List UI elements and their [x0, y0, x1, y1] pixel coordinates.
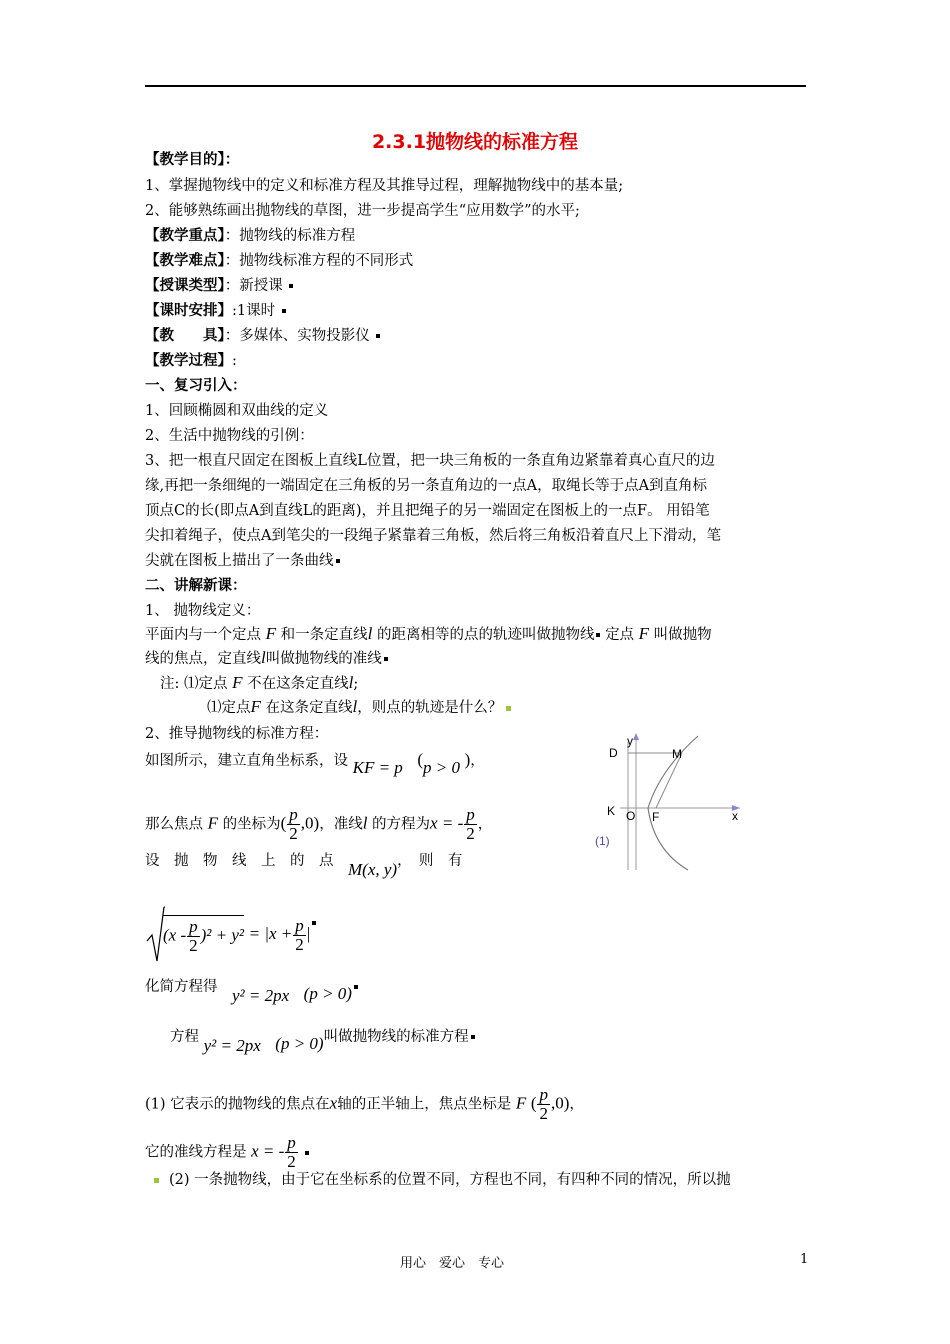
def-line-2: 线的焦点，定直线l叫做抛物线的准线 [145, 648, 388, 669]
sqrt-sign [145, 905, 165, 965]
footer-motto: 用心 爱心 专心 [400, 1256, 505, 1271]
directrix-line: 它的准线方程是 x = - $\frac{p}{2}$ [145, 1134, 309, 1171]
review-3c: 顶点C的长(即点A到直线L的距离)，并且把绳子的另一端固定在图板上的一点F。 用铅笔 [145, 503, 710, 519]
fig-label-x: x [732, 809, 738, 823]
def-heading: 1、 抛物线定义： [145, 603, 261, 619]
derive-line-3: 设 抛 物 线 上 的 点 M(x, y)， 则 有 [145, 853, 463, 879]
parabola-figure [590, 730, 760, 880]
conclusion-2: (2) 一条抛物线，由于它在坐标系的位置不同，方程也不同，有四种不同的情况，所以抛 [150, 1170, 731, 1190]
key-point: 【教学重点】：抛物线的标准方程 [145, 227, 356, 244]
header-rule [145, 85, 806, 87]
section-2: 二、讲解新课： [145, 577, 247, 594]
tools: 【教 具】：多媒体、实物投影仪 [145, 326, 380, 346]
note-1: 注: ⑴定点 F 不在这条定直线l; [160, 673, 359, 692]
review-3d: 尖扣着绳子，使点A到笔尖的一段绳子紧靠着三角板，然后将三角板沿着直尺上下滑动，笔 [145, 528, 721, 544]
fig-label-m: M [672, 747, 682, 761]
goal-1: 1、掌握抛物线中的定义和标准方程及其推导过程，理解抛物线中的基本量; [145, 178, 624, 194]
derive-line-2: 那么焦点 F 的坐标为( $\frac{p}{2}$ ,0)，准线l 的方程为x = - $\frac{p}{2}$ ， [145, 805, 493, 843]
standard-equation-line: 方程 y² = 2px (p > 0)叫做抛物线的标准方程 [170, 1026, 475, 1047]
review-2: 2、生活中抛物线的引例： [145, 428, 314, 444]
derive-line-1: 如图所示，建立直角坐标系，设 KF = p (p > 0 )， [145, 750, 485, 777]
conclusion-1: (1) 它表示的抛物线的焦点在x轴的正半轴上，焦点坐标是 F ( $\frac{p}{2}$ ,0)， [145, 1085, 584, 1123]
review-1: 1、回顾椭圆和双曲线的定义 [145, 403, 329, 419]
section-1: 一、复习引入： [145, 377, 247, 394]
fig-label-f: F [652, 810, 660, 824]
goal-2: 2、能够熟练画出抛物线的草图，进一步提高学生“应用数学”的水平; [145, 203, 580, 219]
def-line-1: 平面内与一个定点 F 和一条定直线l 的距离相等的点的轨迹叫做抛物线 定点 F 叫做抛物 [145, 624, 712, 643]
fig-label-d: D [609, 746, 618, 760]
fig-label-o: O [626, 809, 636, 823]
fig-caption: (1) [595, 834, 610, 848]
derive-heading: 2、推导抛物线的标准方程： [145, 726, 329, 742]
lesson-type: 【授课类型】：新授课 [145, 276, 293, 296]
process: 【教学过程】: [145, 352, 237, 369]
review-3e: 尖就在图板上描出了一条曲线 [145, 551, 340, 571]
review-3a: 3、把一根直尺固定在图板上直线L位置，把一块三角板的一条直角边紧靠着真心直尺的边 [145, 453, 715, 469]
page-title: 2.3.1抛物线的标准方程 [371, 131, 579, 153]
time: 【课时安排】:1课时 [145, 301, 286, 321]
simplify-line: 化简方程得 y² = 2px (p > 0) [145, 976, 358, 997]
distance-equation: (x - $\frac{p}{2}$ )² + y² = |x + $\frac{p}{2}$ | [145, 905, 316, 965]
note-2: ⑴定点F 在这条定直线l，则点的轨迹是什么？ [207, 697, 511, 718]
page-number: 1 [800, 1252, 809, 1267]
goal-heading: 【教学目的】： [145, 151, 240, 168]
fig-label-k: K [607, 804, 616, 818]
fig-label-y: y [627, 734, 633, 748]
review-3b: 缘,再把一条细绳的一端固定在三角板的另一条直角边的一点A，取绳长等于点A到直角标 [145, 478, 708, 494]
difficulty: 【教学难点】：抛物线标准方程的不同形式 [145, 252, 414, 269]
